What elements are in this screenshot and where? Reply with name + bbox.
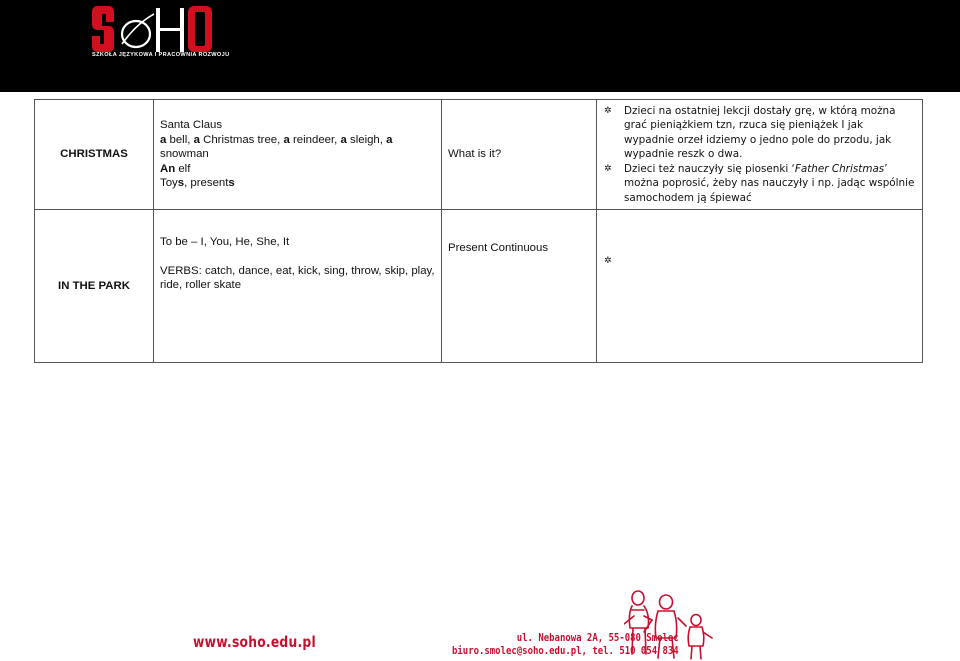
vocab-list (160, 118, 435, 191)
vocab-fragment: s (177, 177, 185, 190)
vocab-line (160, 176, 435, 191)
note-fragment: Father Christmas (794, 162, 885, 175)
notes-cell (597, 210, 923, 363)
structure-text: Present Continuous (448, 242, 549, 254)
soho-logo (92, 4, 214, 68)
vocab-fragment: a (193, 133, 200, 146)
note-fragment: ’ można poprosić, żeby nas nauczyły i np. jadąc wspólnie samochodem ją śpiewać (624, 162, 915, 204)
bullet-icon: ✲ (604, 163, 612, 174)
vocab-fragment: An (160, 162, 176, 175)
vocab-fragment: a (340, 133, 347, 146)
logo-tagline: SZKOŁA JĘZYKOWA I PRACOWNIA ROZWOJU (92, 52, 230, 58)
vocab-cell (154, 100, 442, 210)
vocab-fragment: Christmas tree, (199, 133, 284, 146)
vocab-line (160, 147, 435, 162)
note-item (603, 162, 916, 206)
topic-cell: CHRISTMAS (35, 100, 154, 210)
vocab-fragment: s (228, 177, 235, 190)
bullet-icon: ✲ (604, 256, 612, 266)
notes-cell (597, 100, 923, 210)
note-fragment: Dzieci też nauczyły się piosenki ‘ (624, 162, 795, 175)
contact-line: biuro.smolec@soho.edu.pl, tel. 510 054 834 (452, 646, 679, 657)
vocab-cell (154, 210, 442, 363)
vocab-line (160, 133, 435, 148)
structure-text: What is it? (448, 148, 502, 161)
vocab-fragment: sleigh, (346, 133, 387, 146)
topic-cell: IN THE PARK (35, 210, 154, 363)
vocab-fragment: snowman (160, 148, 209, 161)
children-figures-icon (624, 588, 716, 661)
vocab-line: VERBS: catch, dance, eat, kick, sing, throw, skip, play, ride, roller skate (160, 264, 435, 291)
table-row (35, 100, 923, 210)
vocab-fragment: Santa Claus (160, 119, 223, 132)
vocab-line (160, 162, 435, 177)
vocab-fragment: a (283, 133, 290, 146)
structure-cell (442, 210, 597, 363)
note-item (603, 104, 916, 162)
header-bar (0, 0, 960, 92)
vocab-fragment: reindeer, (289, 133, 341, 146)
address-line: ul. Nebanowa 2A, 55-080 Smolec (516, 633, 679, 644)
vocab-line (160, 118, 435, 133)
vocab-fragment: , present (184, 177, 229, 190)
vocab-fragment: Toy (160, 177, 178, 190)
table-row (35, 210, 923, 363)
note-fragment: Dzieci na ostatniej lekcji dostały grę, w którą można grać pieniążkiem tzn, rzuca się pieniążek I jak wypadnie orzeł idziemy o jedno pole do przodu, jak wypadnie reszk o dwa. (624, 104, 896, 161)
vocab-fragment: bell, (166, 133, 194, 146)
lesson-table (34, 99, 923, 363)
vocab-fragment: a (160, 133, 167, 146)
vocab-line: To be – I, You, He, She, It (160, 236, 290, 248)
structure-cell (442, 100, 597, 210)
vocab-fragment: a (386, 133, 393, 146)
footer-website-link[interactable]: www.soho.edu.pl (193, 633, 316, 651)
bullet-icon: ✲ (604, 105, 612, 116)
vocab-fragment: elf (175, 162, 191, 175)
notes-list (603, 104, 916, 206)
